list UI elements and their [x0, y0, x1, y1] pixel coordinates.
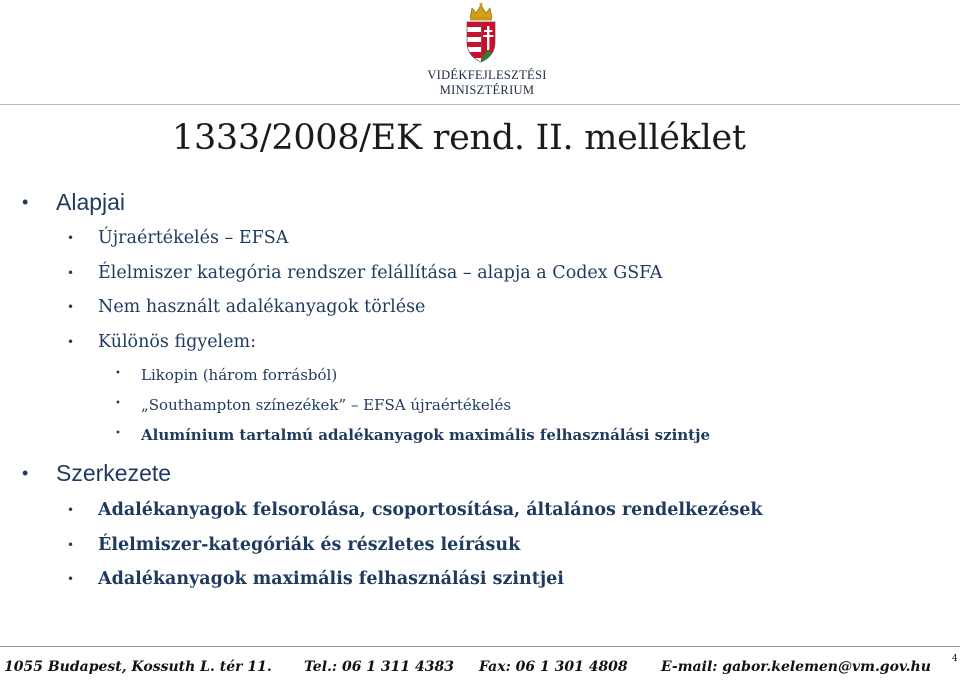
footer-address: 1055 Budapest, Kossuth L. tér 11. — [4, 659, 272, 675]
bullet-icon: • — [67, 572, 75, 586]
ministry-name — [422, 68, 552, 98]
bullet-icon: • — [115, 398, 121, 409]
list-item-text: Nem használt adalékanyagok törlése — [98, 297, 426, 317]
sub-list-item-text: Likopin (három forrásból) — [141, 366, 338, 384]
list-item-text: Különös figyelem: — [98, 332, 257, 352]
ministry-line2: MINISZTÉRIUM — [439, 83, 535, 97]
bullet-icon: • — [67, 231, 75, 245]
list-item-text: Élelmiszer kategória rendszer felállítása – alapja a Codex GSFA — [98, 263, 663, 283]
bullet-icon: • — [115, 428, 121, 439]
list-item-text: Élelmiszer-kategóriák és részletes leírásuk — [98, 535, 521, 555]
list-item-text: Adalékanyagok maximális felhasználási szintjei — [98, 569, 564, 589]
list-item-text: Adalékanyagok felsorolása, csoportosítása, általános rendelkezések — [98, 500, 763, 520]
bullet-icon: • — [67, 335, 75, 349]
page-number: 4 — [952, 654, 958, 664]
footer-email: E-mail: gabor.kelemen@vm.gov.hu — [661, 659, 931, 675]
bullet-icon: • — [67, 300, 75, 314]
bullet-icon: • — [22, 463, 29, 483]
list-item-text: Újraértékelés – EFSA — [98, 228, 289, 248]
bullet-icon: • — [115, 368, 121, 379]
bullet-icon: • — [22, 192, 29, 212]
section-label: Alapjai — [56, 189, 126, 215]
section-label: Szerkezete — [56, 460, 172, 486]
footer-divider — [0, 646, 960, 647]
sub-list-item-text: „Southampton színezékek” – EFSA újraértékelés — [141, 396, 512, 414]
footer-tel: Tel.: 06 1 311 4383 — [304, 659, 454, 675]
bullet-icon: • — [67, 538, 75, 552]
ministry-line1: VIDÉKFEJLESZTÉSI — [427, 68, 547, 82]
slide-title: 1333/2008/EK rend. II. melléklet — [172, 118, 746, 158]
bullet-icon: • — [67, 503, 75, 517]
header-divider — [0, 104, 960, 105]
hungarian-coat-of-arms-icon — [462, 2, 500, 64]
bullet-icon: • — [67, 266, 75, 280]
sub-list-item-text: Alumínium tartalmú adalékanyagok maximális felhasználási szintje — [141, 426, 711, 444]
footer-fax: Fax: 06 1 301 4808 — [479, 659, 628, 675]
footer — [4, 659, 956, 679]
